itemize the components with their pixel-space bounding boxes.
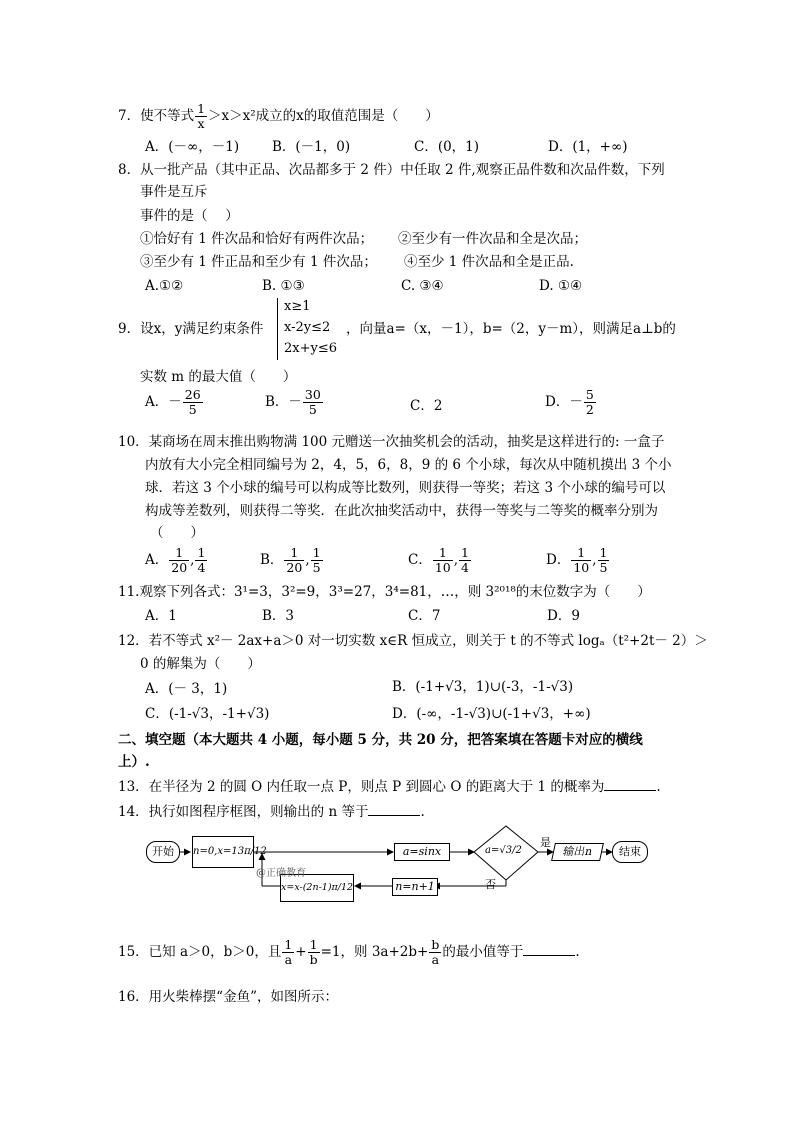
- q15-answer-blank: [523, 941, 575, 956]
- q10-option-b: B． $\frac{1}{20}$ , $\frac{1}{5}$: [260, 545, 321, 575]
- q11-option-d: D．9: [547, 608, 580, 624]
- q9-constraint-1: x≥1: [284, 299, 311, 314]
- flowchart-yes-label: 是: [540, 836, 551, 849]
- q10-option-d: D． $\frac{1}{10}$ , $\frac{1}{5}$: [546, 545, 608, 575]
- flowchart-end: 结束: [612, 841, 648, 863]
- q7-fraction: $\frac{1}{x}$: [197, 101, 206, 131]
- q14-answer-blank: [368, 801, 420, 816]
- q11-option-c: C．7: [408, 608, 441, 624]
- q13-stem: 13．在半径为 2 的圆 O 内任取一点 P，则点 P 到圆心 O 的距离大于 1 的概率为 .: [118, 776, 661, 796]
- q9-stem-post: ，向量a=（x，－1），b=（2，y－m），则满足a⊥b的: [346, 321, 676, 337]
- q12-line2: 0 的解集为（ ）: [140, 656, 261, 672]
- q7-stem-pre: 7．使不等式: [118, 108, 195, 124]
- q7-option-d: D．(1，+∞): [548, 139, 628, 155]
- q9-constraint-3: 2x+y≤6: [284, 341, 338, 356]
- q7-stem-post: ＞x＞x²成立的x的取值范围是（ ）: [208, 108, 439, 124]
- q15-stem: 15．已知 a＞0，b＞0，且 $\frac{1}{a}$ + $\frac{1}{b}$ =1，则 3a+2b+ $\frac{b}{a}$ 的最小值等于 .: [118, 937, 580, 967]
- q8-line2: 事件是互斥: [140, 184, 208, 200]
- flowchart-no-label: 否: [485, 878, 496, 891]
- q8-option-b: B. ①③: [262, 278, 305, 294]
- flowchart-update: x=x-(2n-1)π/12: [280, 874, 354, 902]
- q12-option-c: C．(-1-√3，-1+√3): [145, 706, 270, 722]
- q10-option-c: C． $\frac{1}{10}$ , $\frac{1}{4}$: [408, 545, 469, 575]
- q9-brace: [277, 298, 278, 360]
- q9-option-c: C．2: [410, 398, 443, 414]
- q9-option-b: B．－ $\frac{30}{5}$: [265, 387, 321, 417]
- q7-option-c: C．(0，1): [414, 139, 480, 155]
- q11-option-a: A．1: [145, 608, 177, 624]
- flowchart-init: n=0,x=13π/12: [192, 836, 254, 868]
- q9-stem-pre: 9．设x，y满足约束条件: [118, 321, 264, 337]
- q8-option-a: A.①②: [145, 278, 184, 294]
- q8-line1: 8．从一批产品（其中正品、次品都多于 2 件）中任取 2 件,观察正品件数和次品件数，下列: [118, 162, 665, 178]
- q9-line2: 实数 m 的最大值（ ）: [140, 369, 297, 385]
- q11-option-b: B．3: [262, 608, 295, 624]
- q8-event-3: ③至少有 1 件正品和至少有 1 件次品；: [140, 254, 377, 270]
- section2-heading-line1: 二、填空题（本大题共 4 小题，每小题 5 分，共 20 分，把答案填在答题卡对应的横线: [118, 732, 643, 748]
- flowchart-increment: n=n+1: [392, 878, 438, 896]
- q13-answer-blank: [604, 776, 656, 791]
- q12-option-b: B．(-1+√3，1)∪(-3，-1-√3): [392, 679, 574, 695]
- q9-option-a: A．－ $\frac{26}{5}$: [145, 387, 201, 417]
- section2-heading-line2: 上）.: [118, 754, 150, 770]
- q10-option-a: A． $\frac{1}{20}$ , $\frac{1}{4}$: [145, 545, 206, 575]
- q8-option-c: C. ③④: [401, 278, 444, 294]
- q10-line4: 构成等差数列，则获得二等奖．在此次抽奖活动中，获得一等奖与二等奖的概率分别为: [145, 503, 658, 519]
- q12-option-a: A．(－ 3，1): [145, 681, 228, 697]
- q7-stem: [118, 102, 439, 131]
- q8-event-2: ②至少有一件次品和全是次品；: [398, 231, 587, 247]
- q12-line1: 12．若不等式 x²－ 2ax+a＞0 对一切实数 x∈R 恒成立，则关于 t 的不等式 logₐ（t²+2t－ 2）＞: [118, 633, 708, 649]
- q8-line3: 事件的是（ ）: [140, 208, 239, 224]
- flowchart-assign: a=sinx: [394, 843, 450, 861]
- flowchart-output: 输出n: [551, 843, 604, 861]
- q8-event-1: ①恰好有 1 件次品和恰好有两件次品；: [140, 231, 374, 247]
- q9-option-d: D．－ $\frac{5}{2}$: [545, 387, 594, 417]
- flowchart-start: 开始: [146, 841, 180, 863]
- flowchart-condition: a=√3/2: [485, 845, 522, 856]
- q10-line2: 内放有大小完全相同编号为 2，4，5，6，8，9 的 6 个小球，每次从中随机摸出 3 个小: [145, 457, 672, 473]
- q10-line1: 10．某商场在周末推出购物满 100 元赠送一次抽奖机会的活动，抽奖是这样进行的: 一盒子: [118, 434, 665, 450]
- q8-event-4: ④至少 1 件次品和全是正品.: [404, 254, 574, 270]
- flowchart-watermark: @正确教育: [256, 868, 306, 879]
- q16-stem: 16．用火柴棒摆“金鱼”，如图所示：: [118, 989, 338, 1005]
- q8-option-d: D. ①④: [539, 278, 583, 294]
- q11-stem: 11.观察下列各式：3¹=3，3²=9，3³=27，3⁴=81，…，则 3²⁰¹⁸的末位数字为（ ）: [118, 584, 651, 600]
- q7-option-b: B．(－1，0): [272, 139, 351, 155]
- q12-option-d: D．(-∞，-1-√3)∪(-1+√3，+∞): [392, 706, 591, 722]
- q10-line3: 球．若这 3 个小球的编号可以构成等比数列，则获得一等奖；若这 3 个小球的编号可以: [145, 480, 666, 496]
- q9-constraint-2: x-2y≤2: [284, 320, 331, 335]
- q7-option-a: A．(－∞，－1): [145, 139, 240, 155]
- q14-stem: 14．执行如图程序框图，则输出的 n 等于 .: [118, 801, 425, 821]
- q10-line5: （ ）: [150, 525, 204, 541]
